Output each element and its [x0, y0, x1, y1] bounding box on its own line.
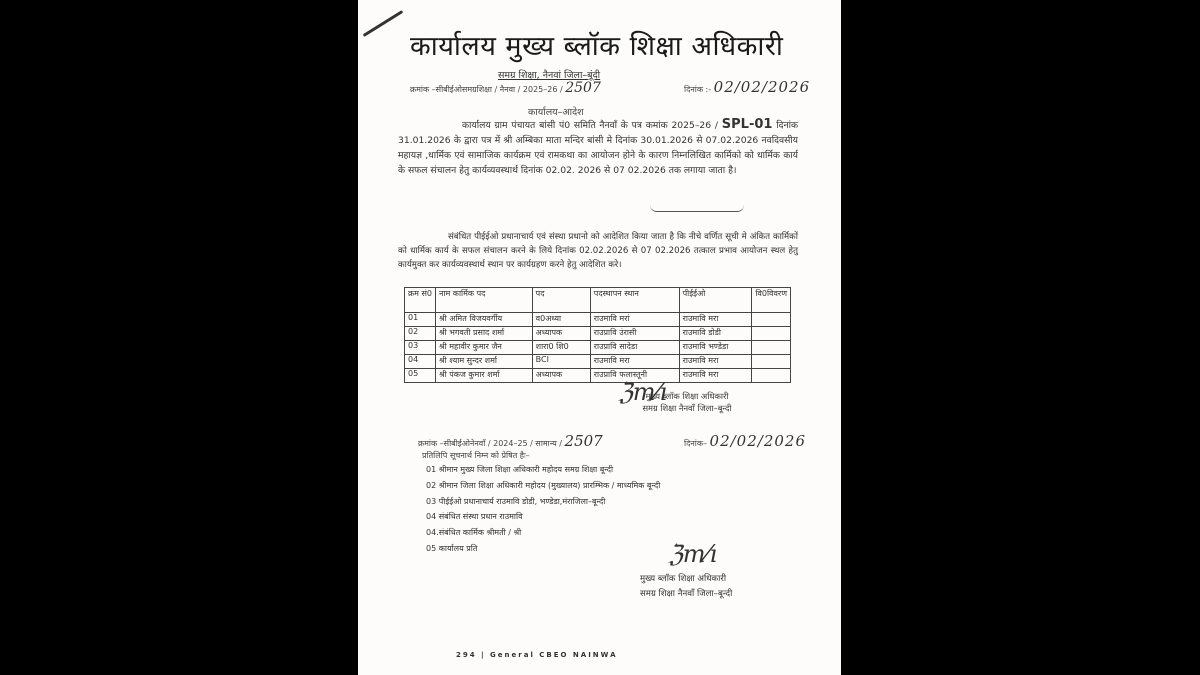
office-subheading: समग्र शिक्षा, नैनवां जिला–बूंदी [498, 70, 601, 81]
cell-remarks [752, 341, 791, 355]
order-paragraph-2: संबंधित पीईईओ प्रधानाचार्य एवं संस्था प्रधानो को आदेशित किया जाता है कि नीचे वर्णित सूची मे अंकित कार्मिकों को धार्मिक कार्य के सफल संचालन करने के लिये दिनांक 02.02.2026 से 07 02.2026 तत्काल प्रभाव आयोजन स्थल हेतु कार्यमुक्त कर कार्यव्यवस्थार्थ स्थान पर कार्यग्रहण करने हेतु आदेशित करे। [398, 232, 798, 270]
header-serial: क्रम सं0 [405, 288, 436, 313]
cell-post: BCI [532, 355, 590, 369]
cell-post: व0अध्या [532, 313, 590, 327]
header-remarks: वि0विवरण [752, 288, 791, 313]
order-paragraph-1 [398, 117, 798, 178]
order-title: कार्यालय–आदेश [528, 107, 584, 118]
cell-peeo: राउमावि मरा [679, 313, 752, 327]
header-post: पद [532, 288, 590, 313]
list-item: 03 पीईईओ प्रधानाचार्य राउमावि डोडी, भण्डेडा,मंराजिला–बून्दी [426, 496, 606, 506]
signatory-office: समग्र शिक्षा नैनवॉं जिला–बून्दी [640, 589, 733, 599]
cell-serial: 03 [405, 341, 436, 355]
spl-code: SPL-01 [721, 117, 773, 132]
copy-recipients-list [426, 462, 660, 557]
copy-date-label: दिनांक– [684, 439, 707, 448]
reference-handwritten: 2507 [565, 80, 601, 96]
cell-serial: 01 [405, 313, 436, 327]
header-peeo: पीईईओ [679, 288, 752, 313]
copy-reference-handwritten: 2507 [564, 432, 603, 450]
signature-block-2 [640, 572, 732, 602]
cell-posting-place: राउमावि मरां [590, 313, 679, 327]
copy-intro: प्रतिलिपि सूचनार्थ निम्न को प्रेषित हैः– [422, 451, 530, 460]
table-row [405, 355, 791, 369]
cell-remarks [752, 327, 791, 341]
list-item: 01 श्रीमान मुख्य जिला शिक्षा अधिकारी महोदय समग्र शिक्षा बून्दी [426, 465, 614, 474]
table-row [405, 341, 791, 355]
signatory-office: समग्र शिक्षा नैनवॉं जिला–बून्दी [642, 403, 732, 413]
cell-name: श्री श्याम सुन्दर शर्मा [435, 355, 532, 369]
reference-number [410, 80, 601, 96]
cell-name: श्री भगवती प्रसाद शर्मा [435, 327, 532, 341]
cell-name: श्री पंकज कुमार शर्मा [435, 369, 532, 383]
paragraph-text: कार्यालय ग्राम पंचायत बांसी पं0 समिति नैनवाँ के पत्र कमांक 2025–26 / [462, 120, 718, 131]
header-name: नाम कार्मिक पद [435, 288, 532, 313]
date-label: दिनांक :- [684, 85, 712, 94]
cell-peeo: राउमावि भण्डेडा [679, 341, 752, 355]
cell-peeo: राउमावि डोडी [679, 327, 752, 341]
cell-name: श्री अमित विजयवर्गीय [435, 313, 532, 327]
cell-posting-place: राउप्रावि सादेडा [590, 341, 679, 355]
signatory-title: मुख्य ब्लॉक शिक्षा अधिकारी [645, 391, 729, 401]
copy-reference-number [418, 432, 603, 450]
list-item: 02 श्रीमान जिला शिक्षा अधिकारी महोदय (मुख्यालय) प्रारम्भिक / माध्यमिक बून्दी [426, 480, 661, 490]
cell-posting-place: राउप्रावि उंरासी [590, 327, 679, 341]
header-posting-place: पदस्थापन स्थान [590, 288, 679, 313]
cell-remarks [752, 355, 791, 369]
cell-post: अध्यापक [532, 369, 590, 383]
table-row [405, 327, 791, 341]
cell-posting-place: राउप्रावि फलास्तूनी [590, 369, 679, 383]
page-footer: 294 | General CBEO NAINWA [456, 651, 618, 659]
office-title: कार्यालय मुख्य ब्लॉक शिक्षा अधिकारी [410, 31, 784, 62]
cell-post: अध्यापक [532, 327, 590, 341]
cell-serial: 04 [405, 355, 436, 369]
reference-label: क्रमांक –सीबीईओसमग्रशिक्षा / नैनवा / 2025–26 / [410, 85, 563, 94]
signature-block-1 [622, 390, 752, 414]
cell-post: शारा0 शि0 [532, 341, 590, 355]
list-item: 05 कार्यालय प्रति [426, 543, 478, 553]
table-header-row [405, 288, 791, 313]
cell-remarks [752, 369, 791, 383]
cell-peeo: राउमावि मरा [679, 369, 752, 383]
staff-table [404, 287, 791, 383]
document-page [358, 0, 841, 675]
cell-peeo: राउमावि मरा [679, 355, 752, 369]
cell-name: श्री महावीर कुमार जैन [435, 341, 532, 355]
signatory-title: मुख्य ब्लॉक शिक्षा अधिकारी [640, 574, 727, 584]
list-item: 04 संबंधित संस्था प्रधान राउमावि [426, 512, 523, 522]
table-row [405, 313, 791, 327]
order-date [684, 78, 810, 96]
signature-scribble: ℨm⁄ı [618, 378, 668, 406]
copy-date-handwritten: 02/02/2026 [709, 432, 806, 450]
paragraph-text: दिनांक 31.01.2026 के द्वारा पत्र में श्री अम्बिका माता मन्दिर बांसी मे दिनांक 30.01.2026 से 07.02.2026 नवदिवसीय महायज्ञ ,धार्मिक एवं सामाजिक कार्यक्रम एवं रामकथा का आयोजन होने के कारण निम्नलिखित कार्मिको को धार्मिक कार्य के सफल संचालन हेतु कार्यव्यवस्थार्थ दिनांक 02.02. 2026 से 07 02.2026 तक लगाया जाता है। [398, 120, 799, 176]
copy-date [684, 432, 806, 450]
table-row [405, 369, 791, 383]
cell-serial: 05 [405, 369, 436, 383]
signature-scribble: ℨm⁄ı [668, 540, 718, 568]
cell-serial: 02 [405, 327, 436, 341]
date-handwritten: 02/02/2026 [713, 78, 811, 96]
pen-underline [650, 205, 744, 212]
cell-posting-place: राउमावि मरा [590, 355, 679, 369]
list-item: 04.संबंधित कार्मिक श्रीमती / श्री [426, 528, 522, 538]
pen-mark [363, 10, 404, 37]
copy-reference-label: क्रमांक –सीबीईओनेनवॉं / 2024–25 / सामान्य / [418, 439, 562, 448]
cell-remarks [752, 313, 791, 327]
